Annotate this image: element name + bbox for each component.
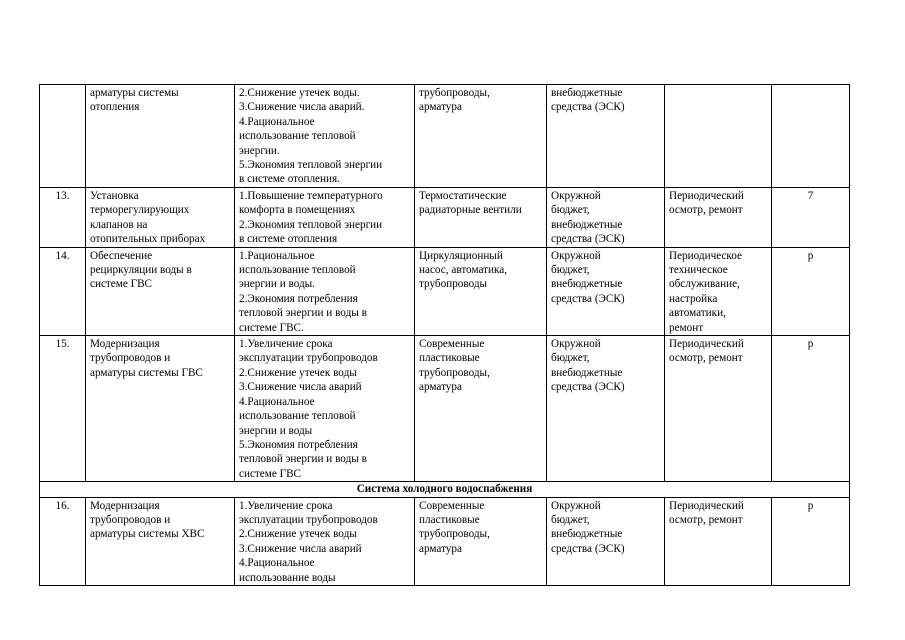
expected-effect-cell: [235, 247, 415, 335]
table-row: [40, 497, 850, 585]
table-body: [40, 85, 850, 586]
expected-effect-line: использование тепловой: [239, 130, 356, 143]
expected-effect-line: 2.Экономия тепловой энергии: [239, 218, 383, 231]
funding-source-line: средства (ЭСК): [551, 542, 625, 555]
equipment-line: пластиковые: [419, 352, 480, 365]
table-row: [40, 247, 850, 335]
expected-effect-line: тепловой энергии и воды в: [239, 307, 367, 320]
equipment-line: Термостатические: [419, 190, 507, 202]
expected-effect-line: 2.Снижение утечек воды: [239, 528, 357, 541]
measure-name-line: Модернизация: [90, 499, 160, 512]
table-row: [40, 85, 850, 188]
equipment-line: насос, автоматика,: [419, 264, 508, 277]
expected-effect-line: 5.Экономия потребления: [239, 438, 358, 451]
expected-effect-line: энергии и воды.: [239, 278, 315, 291]
funding-source-cell: [547, 188, 665, 248]
funding-source-line: средства (ЭСК): [551, 292, 625, 305]
equipment-line: трубопроводы: [419, 278, 488, 291]
period-cell: 7: [772, 188, 850, 248]
funding-source-line: бюджет,: [551, 513, 590, 526]
maintenance-line: техническое: [669, 264, 728, 277]
row-number-cell: 14.: [40, 247, 86, 335]
maintenance-line: обслуживание,: [669, 278, 740, 291]
measure-name-line: Обеспечение: [90, 249, 153, 262]
measure-name-line: трубопроводов и: [90, 513, 171, 526]
funding-source-line: внебюджетные: [551, 528, 623, 541]
maintenance-line: Периодический: [669, 499, 744, 512]
expected-effect-line: 3.Снижение числа аварий: [239, 381, 362, 394]
expected-effect-line: 2.Экономия потребления: [239, 292, 358, 305]
row-number-cell: 15.: [40, 336, 86, 482]
equipment-cell: [415, 247, 547, 335]
equipment-line: трубопроводы,: [419, 528, 490, 541]
expected-effect-line: использование тепловой: [239, 410, 356, 423]
measure-name-line: Установка: [90, 190, 139, 202]
measure-name-line: арматуры системы ГВС: [90, 366, 203, 379]
maintenance-line: осмотр, ремонт: [669, 352, 743, 365]
maintenance-line: автоматики,: [669, 307, 726, 320]
maintenance-line: настройка: [669, 292, 718, 305]
funding-source-line: внебюджетные: [551, 218, 623, 231]
expected-effect-line: 1.Рациональное: [239, 249, 315, 262]
period-cell: р: [772, 247, 850, 335]
expected-effect-cell: [235, 497, 415, 585]
equipment-cell: [415, 336, 547, 482]
expected-effect-line: использование тепловой: [239, 264, 356, 277]
funding-source-line: Окружной: [551, 499, 601, 512]
measure-name-line: терморегулирующих: [90, 204, 190, 217]
equipment-line: трубопроводы,: [419, 366, 490, 379]
maintenance-line: Периодический: [669, 190, 744, 202]
expected-effect-cell: [235, 85, 415, 188]
equipment-cell: [415, 188, 547, 248]
measure-name-line: отопления: [90, 101, 140, 114]
expected-effect-line: 4.Рациональное: [239, 557, 315, 570]
expected-effect-line: системе ГВС: [239, 467, 302, 480]
row-number-cell: 13.: [40, 188, 86, 248]
expected-effect-line: 3.Снижение числа аварий: [239, 542, 362, 555]
equipment-line: радиаторные вентили: [419, 204, 522, 217]
expected-effect-line: эксплуатации трубопроводов: [239, 513, 378, 526]
maintenance-line: осмотр, ремонт: [669, 513, 743, 526]
expected-effect-cell: [235, 336, 415, 482]
funding-source-line: бюджет,: [551, 352, 590, 365]
equipment-line: Современные: [419, 499, 485, 512]
maintenance-line: Периодическое: [669, 249, 742, 262]
period-cell: р: [772, 336, 850, 482]
expected-effect-line: 2.Снижение утечек воды: [239, 366, 357, 379]
expected-effect-line: 1.Повышение температурного: [239, 190, 383, 202]
funding-source-cell: [547, 336, 665, 482]
funding-source-line: внебюджетные: [551, 278, 623, 291]
expected-effect-line: в системе отопления.: [239, 173, 340, 186]
maintenance-line: Периодический: [669, 338, 744, 351]
funding-source-cell: [547, 85, 665, 188]
expected-effect-line: системе ГВС.: [239, 321, 304, 334]
maintenance-line: осмотр, ремонт: [669, 204, 743, 217]
maintenance-cell: [665, 188, 772, 248]
measure-name-line: отопительных приборах: [90, 233, 206, 246]
expected-effect-line: 5.Экономия тепловой энергии: [239, 159, 383, 172]
expected-effect-line: энергии.: [239, 144, 280, 157]
table-row: [40, 336, 850, 482]
funding-source-line: бюджет,: [551, 264, 590, 277]
funding-source-line: внебюджетные: [551, 87, 623, 99]
funding-source-line: бюджет,: [551, 204, 590, 217]
funding-source-line: средства (ЭСК): [551, 233, 625, 246]
measure-name-cell: [86, 188, 235, 248]
measure-name-line: трубопроводов и: [90, 352, 171, 365]
expected-effect-line: 4.Рациональное: [239, 115, 315, 128]
funding-source-line: внебюджетные: [551, 366, 623, 379]
section-heading: Система холодного водоспабжения: [40, 482, 850, 497]
measure-name-cell: [86, 247, 235, 335]
measure-name-cell: [86, 497, 235, 585]
expected-effect-line: в системе отопления: [239, 233, 338, 246]
funding-source-cell: [547, 497, 665, 585]
expected-effect-line: энергии и воды: [239, 424, 313, 437]
measure-name-line: арматуры системы ХВС: [90, 528, 205, 541]
equipment-cell: [415, 85, 547, 188]
expected-effect-line: 1.Увеличение срока: [239, 499, 333, 512]
expected-effect-line: использование воды: [239, 571, 336, 584]
table-row: [40, 188, 850, 248]
measure-name-line: арматуры системы: [90, 87, 179, 99]
funding-source-line: средства (ЭСК): [551, 101, 625, 114]
equipment-line: арматура: [419, 381, 462, 394]
measure-name-line: рециркуляции воды в: [90, 264, 192, 277]
equipment-line: арматура: [419, 101, 462, 114]
equipment-line: трубопроводы,: [419, 87, 490, 99]
expected-effect-line: эксплуатации трубопроводов: [239, 352, 378, 365]
equipment-line: Современные: [419, 338, 485, 351]
equipment-line: арматура: [419, 542, 462, 555]
equipment-line: пластиковые: [419, 513, 480, 526]
expected-effect-line: 1.Увеличение срока: [239, 338, 333, 351]
maintenance-cell: [665, 336, 772, 482]
measure-name-line: Модернизация: [90, 338, 160, 351]
funding-source-line: Окружной: [551, 338, 601, 351]
table-row: [40, 482, 850, 497]
measures-table: [39, 84, 850, 586]
row-number-cell: 16.: [40, 497, 86, 585]
period-cell: [772, 85, 850, 188]
funding-source-line: Окружной: [551, 249, 601, 262]
measure-name-line: системе ГВС: [90, 278, 153, 291]
maintenance-cell: [665, 247, 772, 335]
maintenance-cell: [665, 85, 772, 188]
expected-effect-cell: [235, 188, 415, 248]
equipment-cell: [415, 497, 547, 585]
funding-source-cell: [547, 247, 665, 335]
expected-effect-line: комфорта в помещениях: [239, 204, 356, 217]
measure-name-cell: [86, 85, 235, 188]
equipment-line: Циркуляционный: [419, 249, 503, 262]
expected-effect-line: 2.Снижение утечек воды.: [239, 87, 360, 99]
measure-name-cell: [86, 336, 235, 482]
expected-effect-line: 3.Снижение числа аварий.: [239, 101, 365, 114]
funding-source-line: средства (ЭСК): [551, 381, 625, 394]
row-number-cell: [40, 85, 86, 188]
period-cell: р: [772, 497, 850, 585]
maintenance-line: ремонт: [669, 321, 704, 334]
measure-name-line: клапанов на: [90, 218, 148, 231]
expected-effect-line: 4.Рациональное: [239, 395, 315, 408]
funding-source-line: Окружной: [551, 190, 601, 202]
expected-effect-line: тепловой энергии и воды в: [239, 453, 367, 466]
maintenance-cell: [665, 497, 772, 585]
